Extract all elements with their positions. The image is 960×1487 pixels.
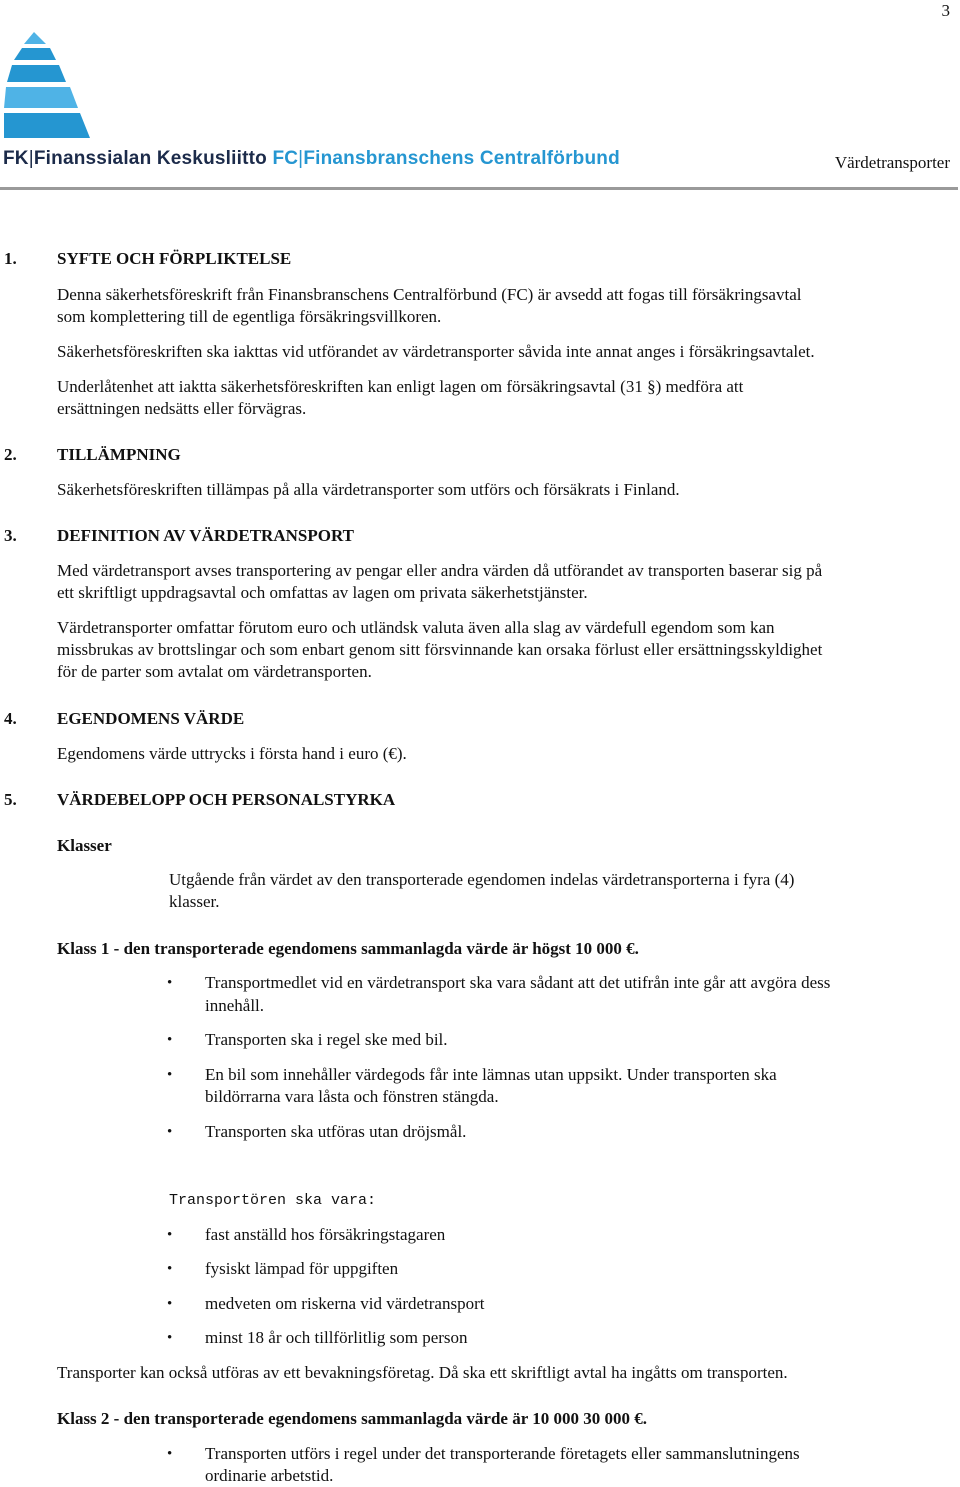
paragraph-line: som komplettering till de egentliga försäkringsvillkoren.	[57, 307, 442, 326]
section-heading: EGENDOMENS VÄRDE	[57, 709, 245, 728]
bullet-icon: •	[167, 1227, 173, 1243]
paragraph-line: Värdetransporter omfattar förutom euro och utländsk valuta även alla slag av värdefull egendom som kan	[57, 618, 775, 637]
list-item: bildörrarna vara låsta och fönstren stängda.	[205, 1087, 499, 1106]
paragraph-line: Säkerhetsföreskriften tillämpas på alla värdetransporter som utförs och försäkrats i Finland.	[57, 480, 680, 499]
section-number: 4.	[4, 709, 17, 728]
paragraph-line: Egendomens värde uttrycks i första hand i euro (€).	[57, 744, 407, 763]
header-divider	[0, 187, 958, 190]
list-item: fast anställd hos försäkringstagaren	[205, 1225, 446, 1244]
paragraph-line: missbrukas av brottslingar och som enbart genom sitt försvinnande kan orsaka förlust eller ersättningsskyldighet	[57, 640, 823, 659]
list-item: minst 18 år och tillförlitlig som person	[205, 1328, 468, 1347]
bullet-icon: •	[167, 1124, 173, 1140]
bullet-icon: •	[167, 1446, 173, 1462]
paragraph-line: ett skriftligt uppdragsavtal och omfattas av lagen om privata säkerhetstjänster.	[57, 583, 588, 602]
list-item: fysiskt lämpad för uppgiften	[205, 1259, 399, 1278]
bullet-icon: •	[167, 1330, 173, 1346]
page-number: 3	[941, 1, 950, 20]
section-heading: SYFTE OCH FÖRPLIKTELSE	[57, 249, 292, 268]
list-item: innehåll.	[205, 996, 265, 1015]
paragraph-line: ersättningen nedsätts eller förvägras.	[57, 399, 307, 418]
paragraph-line: klasser.	[169, 892, 220, 911]
list-item: Transporten utförs i regel under det transporterande företagets eller sammanslutningens	[205, 1444, 800, 1463]
section-number: 3.	[4, 526, 17, 545]
section-number: 2.	[4, 445, 17, 464]
section-heading: VÄRDEBELOPP OCH PERSONALSTYRKA	[57, 790, 396, 809]
paragraph-line: Säkerhetsföreskriften ska iakttas vid utförandet av värdetransporter såvida inte annat anges i försäkringsavtalet.	[57, 342, 815, 361]
bullet-icon: •	[167, 1296, 173, 1312]
list-item: Transportmedlet vid en värdetransport ska vara sådant att det utifrån inte går att avgöra dess	[205, 973, 831, 992]
paragraph-line: Underlåtenhet att iaktta säkerhetsföreskriften kan enligt lagen om försäkringsavtal (31 §) medföra att	[57, 377, 744, 396]
bullet-icon: •	[167, 1032, 173, 1048]
bullet-icon: •	[167, 1261, 173, 1277]
logo-fk: FK	[3, 148, 29, 169]
list-item: Transporten ska i regel ske med bil.	[205, 1030, 448, 1049]
section-number: 5.	[4, 790, 17, 809]
subheading-classes: Klasser	[57, 836, 112, 855]
list-item: Transporten ska utföras utan dröjsmål.	[205, 1122, 467, 1141]
paragraph-line: för de parter som avtalat om värdetransporten.	[57, 662, 372, 681]
list-item: En bil som innehåller värdegods får inte lämnas utan uppsikt. Under transporten ska	[205, 1065, 777, 1084]
list-item: ordinarie arbetstid.	[205, 1466, 334, 1485]
header-title: Värdetransporter	[834, 153, 950, 172]
section-number: 1.	[4, 249, 17, 268]
section-heading: TILLÄMPNING	[57, 445, 181, 464]
class-heading: Klass 2 - den transporterade egendomens sammanlagda värde är 10 000 30 000 €.	[57, 1409, 647, 1428]
logo-fc-name: Finansbranschens Centralförbund	[303, 148, 620, 169]
paragraph-line: Med värdetransport avses transportering av pengar eller andra värden då utförandet av transporten baserar sig på	[57, 561, 823, 580]
logo-fk-name: Finanssialan Keskusliitto	[33, 148, 267, 169]
fk-fc-logo-icon	[4, 32, 90, 138]
section-heading: DEFINITION AV VÄRDETRANSPORT	[57, 526, 354, 545]
bullet-icon: •	[167, 975, 173, 991]
bullet-icon: •	[167, 1067, 173, 1083]
paragraph-line: Denna säkerhetsföreskrift från Finansbranschens Centralförbund (FC) är avsedd att fogas till försäkringsavtal	[57, 285, 802, 304]
paragraph-line: Transporter kan också utföras av ett bevakningsföretag. Då ska ett skriftligt avtal ha ingåtts om transporten.	[57, 1363, 788, 1382]
class-heading: Klass 1 - den transporterade egendomens sammanlagda värde är högst 10 000 €.	[57, 939, 639, 958]
list-item: medveten om riskerna vid värdetransport	[205, 1294, 485, 1313]
logo-fc: FC	[272, 148, 299, 169]
paragraph-line: Utgående från värdet av den transporterade egendomen indelas värdetransporterna i fyra (4)	[169, 870, 795, 889]
carrier-label: Transportören ska vara:	[169, 1192, 377, 1209]
logo-wordmark: FK|Finanssialan Keskusliitto FC|Finansbranschens Centralförbund	[3, 148, 620, 169]
